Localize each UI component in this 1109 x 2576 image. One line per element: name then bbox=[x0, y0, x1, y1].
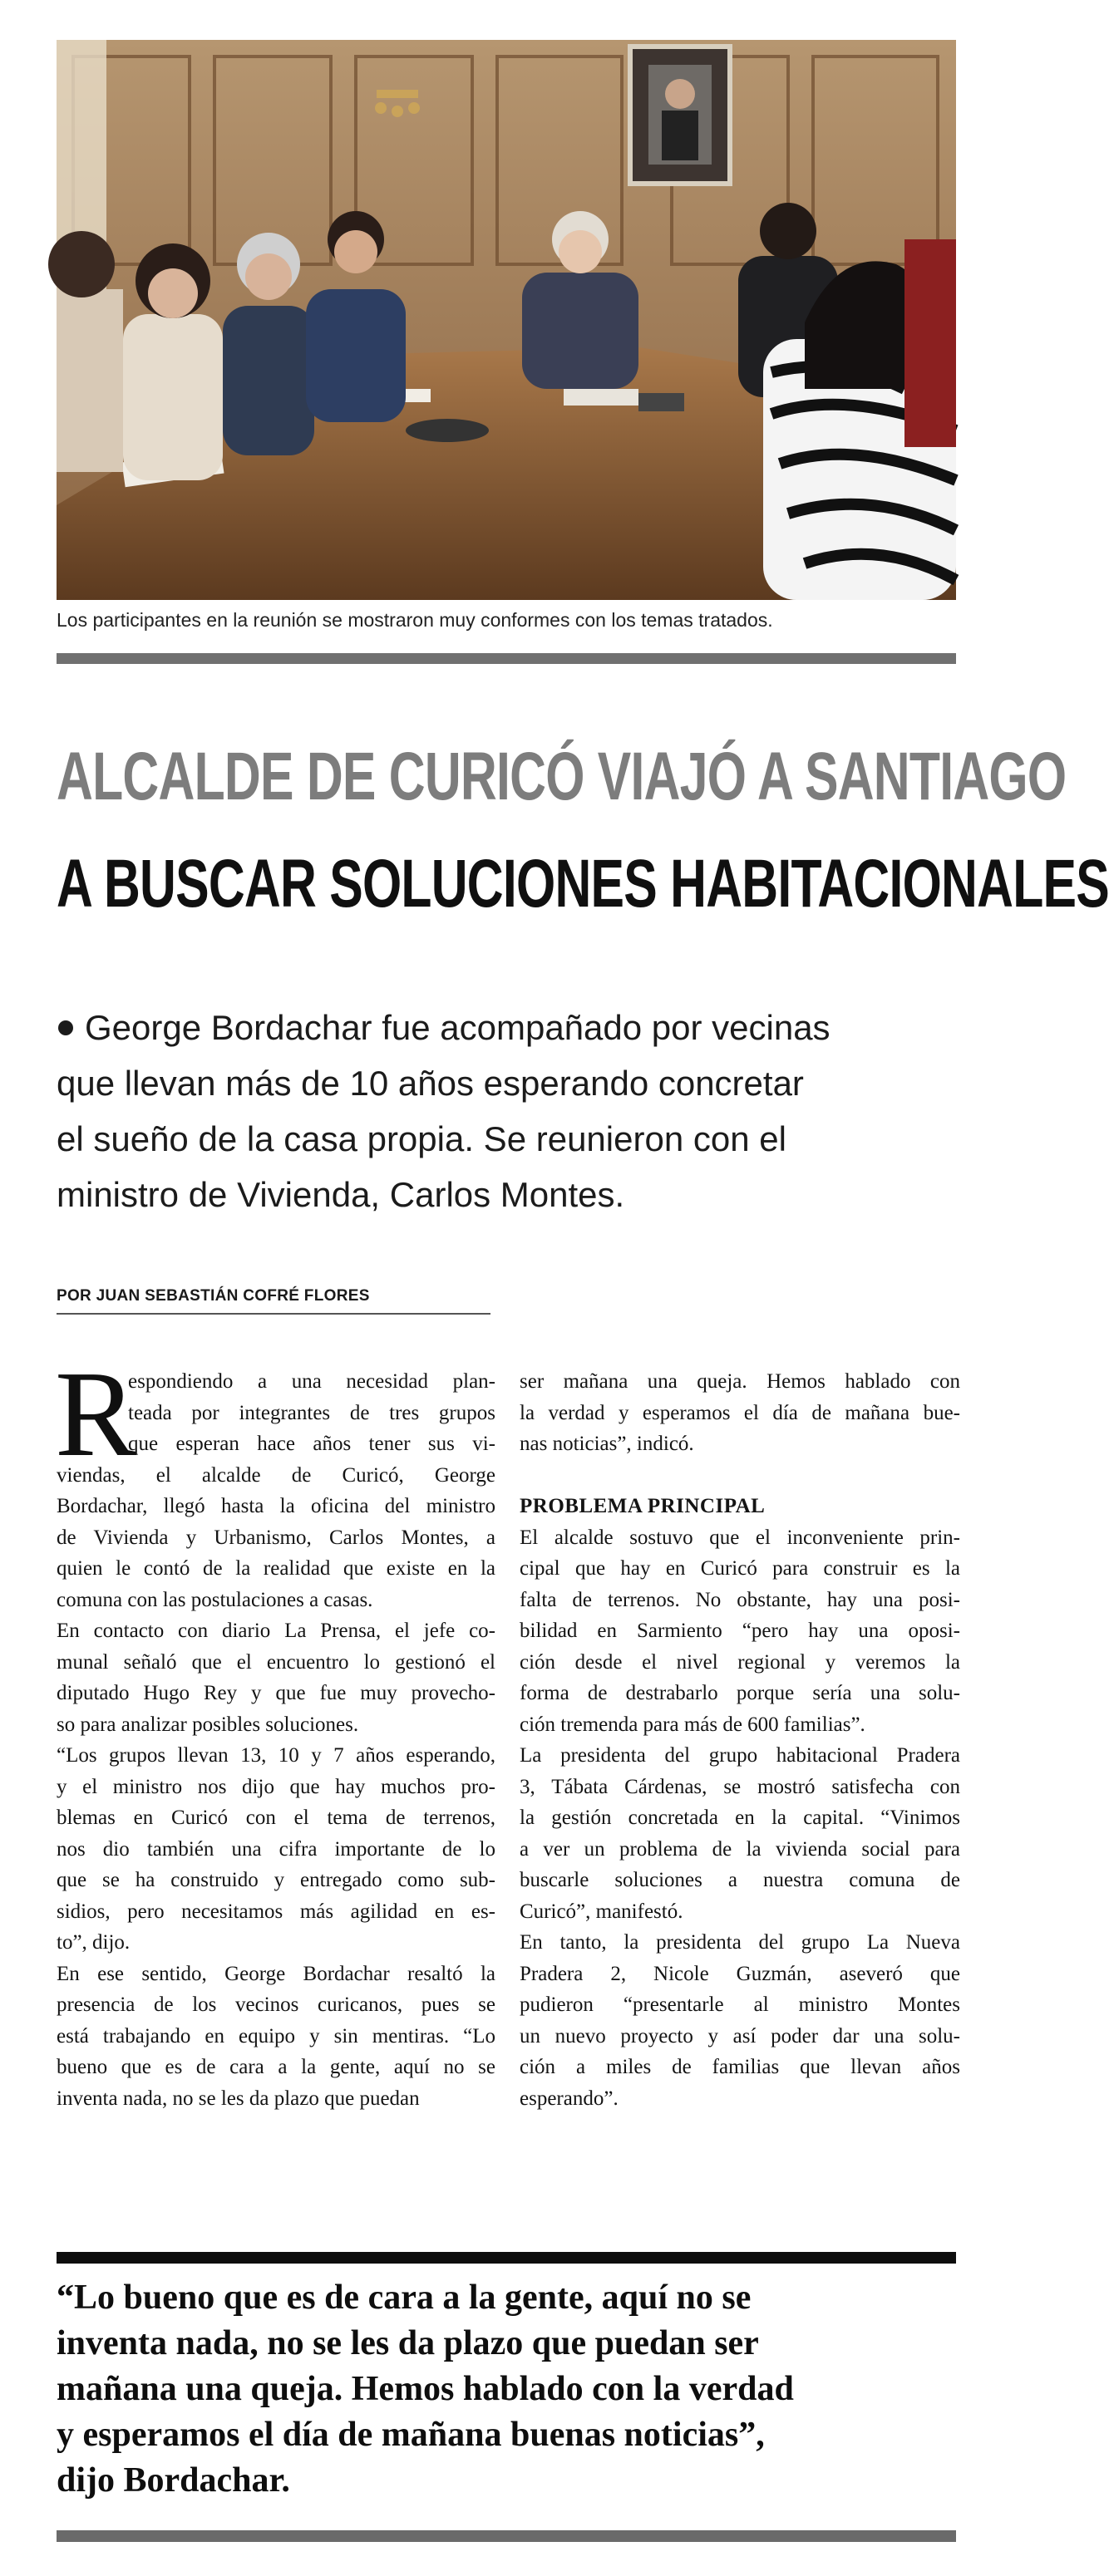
article-summary bbox=[57, 1000, 963, 1222]
body-line: la verdad y esperamos el día de mañana bue- bbox=[520, 1401, 960, 1424]
section-divider-top bbox=[57, 653, 956, 664]
pull-quote-line: y esperamos el día de mañana buenas noticias”, bbox=[57, 2416, 765, 2454]
body-line: En contacto con diario La Prensa, el jefe co- bbox=[57, 1620, 495, 1642]
summary-line: que llevan más de 10 años esperando concretar bbox=[57, 1064, 804, 1103]
body-line: Curicó”, manifestó. bbox=[520, 1900, 683, 1923]
paragraph-gap bbox=[520, 1460, 960, 1492]
body-line: En ese sentido, George Bordachar resaltó la bbox=[57, 1962, 495, 1985]
body-line: ción tremenda para más de 600 familias”. bbox=[520, 1713, 865, 1736]
body-line: nas noticias”, indicó. bbox=[520, 1433, 694, 1455]
body-line: bilidad en Sarmiento “pero hay una oposi- bbox=[520, 1620, 960, 1642]
summary-line: ministro de Vivienda, Carlos Montes. bbox=[57, 1175, 625, 1214]
body-line: a ver un problema de la vivienda social para bbox=[520, 1837, 960, 1861]
headline-line-2: A BUSCAR SOLUCIONES HABITACIONALES bbox=[57, 846, 1109, 922]
pull-quote-line: “Lo bueno que es de cara a la gente, aquí no se bbox=[57, 2279, 752, 2317]
body-line: buscarle soluciones a nuestra comuna de bbox=[520, 1869, 960, 1891]
body-line: cipal que hay en Curicó para construir es la bbox=[520, 1557, 960, 1580]
body-column-right bbox=[520, 1366, 960, 2114]
body-line: un nuevo proyecto y así poder dar una solu- bbox=[520, 2024, 960, 2048]
body-line: ción desde el nivel regional y veremos la bbox=[520, 1650, 960, 1674]
body-line: 3, Tábata Cárdenas, se mostró satisfecha con bbox=[520, 1775, 960, 1798]
body-line: quien le contó de la realidad que existe en la bbox=[57, 1557, 495, 1580]
body-line: “Los grupos llevan 13, 10 y 7 años esperando, bbox=[57, 1744, 495, 1767]
body-line: nos dio también una cifra importante de lo bbox=[57, 1837, 495, 1861]
body-line: El alcalde sostuvo que el inconveniente prin- bbox=[520, 1526, 960, 1549]
body-line: sidios, pero necesitamos más agilidad en es- bbox=[57, 1900, 495, 1923]
body-line: falta de terrenos. No obstante, hay una posi- bbox=[520, 1588, 960, 1611]
body-line: En tanto, la presidenta del grupo La Nueva bbox=[520, 1931, 960, 1954]
body-line: munal señaló que el encuentro lo gestionó el bbox=[57, 1650, 495, 1674]
pull-quote-rule-top bbox=[57, 2252, 956, 2264]
pull-quote bbox=[57, 2275, 963, 2504]
body-line: ser mañana una queja. Hemos hablado con bbox=[520, 1370, 960, 1393]
body-line: presencia de los vecinos curicanos, pues se bbox=[57, 1993, 495, 2016]
body-line: espondiendo a una necesidad plan- bbox=[128, 1370, 495, 1393]
body-line: viendas, el alcalde de Curicó, George bbox=[57, 1463, 495, 1487]
body-column-left bbox=[55, 1346, 495, 2114]
pull-quote-line: inventa nada, no se les da plazo que puedan ser bbox=[57, 2324, 759, 2362]
body-line: esperando”. bbox=[520, 2087, 619, 2110]
body-line: inventa nada, no se les da plazo que puedan bbox=[57, 2087, 420, 2110]
body-line: la gestión concretada en la capital. “Vinimos bbox=[520, 1807, 960, 1829]
body-line: y el ministro nos dijo que hay muchos pro- bbox=[57, 1775, 495, 1798]
body-line: Bordachar, llegó hasta la oficina del ministro bbox=[57, 1495, 495, 1517]
meeting-photo bbox=[57, 40, 956, 600]
pull-quote-rule-bottom bbox=[57, 2530, 956, 2542]
body-line: bueno que es de cara a la gente, aquí no se bbox=[57, 2056, 495, 2078]
bullet-icon bbox=[58, 1020, 73, 1035]
byline: POR JUAN SEBASTIÁN COFRÉ FLORES bbox=[57, 1287, 370, 1305]
summary-line: George Bordachar fue acompañado por vecinas bbox=[57, 1000, 963, 1055]
meeting-photo-illustration bbox=[57, 40, 956, 600]
body-line: La presidenta del grupo habitacional Pradera bbox=[520, 1744, 960, 1767]
headline-line-1: ALCALDE DE CURICÓ VIAJÓ A SANTIAGO bbox=[57, 739, 1067, 814]
body-line: pudieron “presentarle al ministro Montes bbox=[520, 1993, 960, 2016]
body-line: to”, dijo. bbox=[57, 1931, 131, 1954]
byline-rule bbox=[57, 1313, 490, 1315]
pull-quote-line: dijo Bordachar. bbox=[57, 2461, 290, 2500]
body-line: está trabajando en equipo y sin mentiras. “Lo bbox=[57, 2024, 495, 2048]
drop-cap: R bbox=[55, 1346, 137, 1482]
body-line: que esperan hace años tener sus vi- bbox=[128, 1433, 495, 1455]
body-line: blemas en Curicó con el tema de terrenos, bbox=[57, 1807, 495, 1829]
section-subhead: PROBLEMA PRINCIPAL bbox=[520, 1495, 766, 1517]
body-line: Pradera 2, Nicole Guzmán, aseveró que bbox=[520, 1962, 960, 1985]
body-line: comuna con las postulaciones a casas. bbox=[57, 1588, 373, 1611]
body-line: de Vivienda y Urbanismo, Carlos Montes, a bbox=[57, 1526, 495, 1549]
body-line: diputado Hugo Rey y que fue muy provecho- bbox=[57, 1682, 495, 1704]
body-line: que se ha construido y entregado como sub- bbox=[57, 1869, 495, 1891]
summary-line: el sueño de la casa propia. Se reunieron con el bbox=[57, 1119, 786, 1158]
body-line: so para analizar posibles soluciones. bbox=[57, 1713, 359, 1736]
pull-quote-line: mañana una queja. Hemos hablado con la verdad bbox=[57, 2370, 794, 2408]
photo-caption: Los participantes en la reunión se mostraron muy conformes con los temas tratados. bbox=[57, 609, 773, 631]
body-line: ción a miles de familias que llevan años bbox=[520, 2056, 960, 2078]
body-line: teada por integrantes de tres grupos bbox=[128, 1401, 495, 1424]
body-line: forma de destrabarlo porque sería una solu- bbox=[520, 1682, 960, 1704]
